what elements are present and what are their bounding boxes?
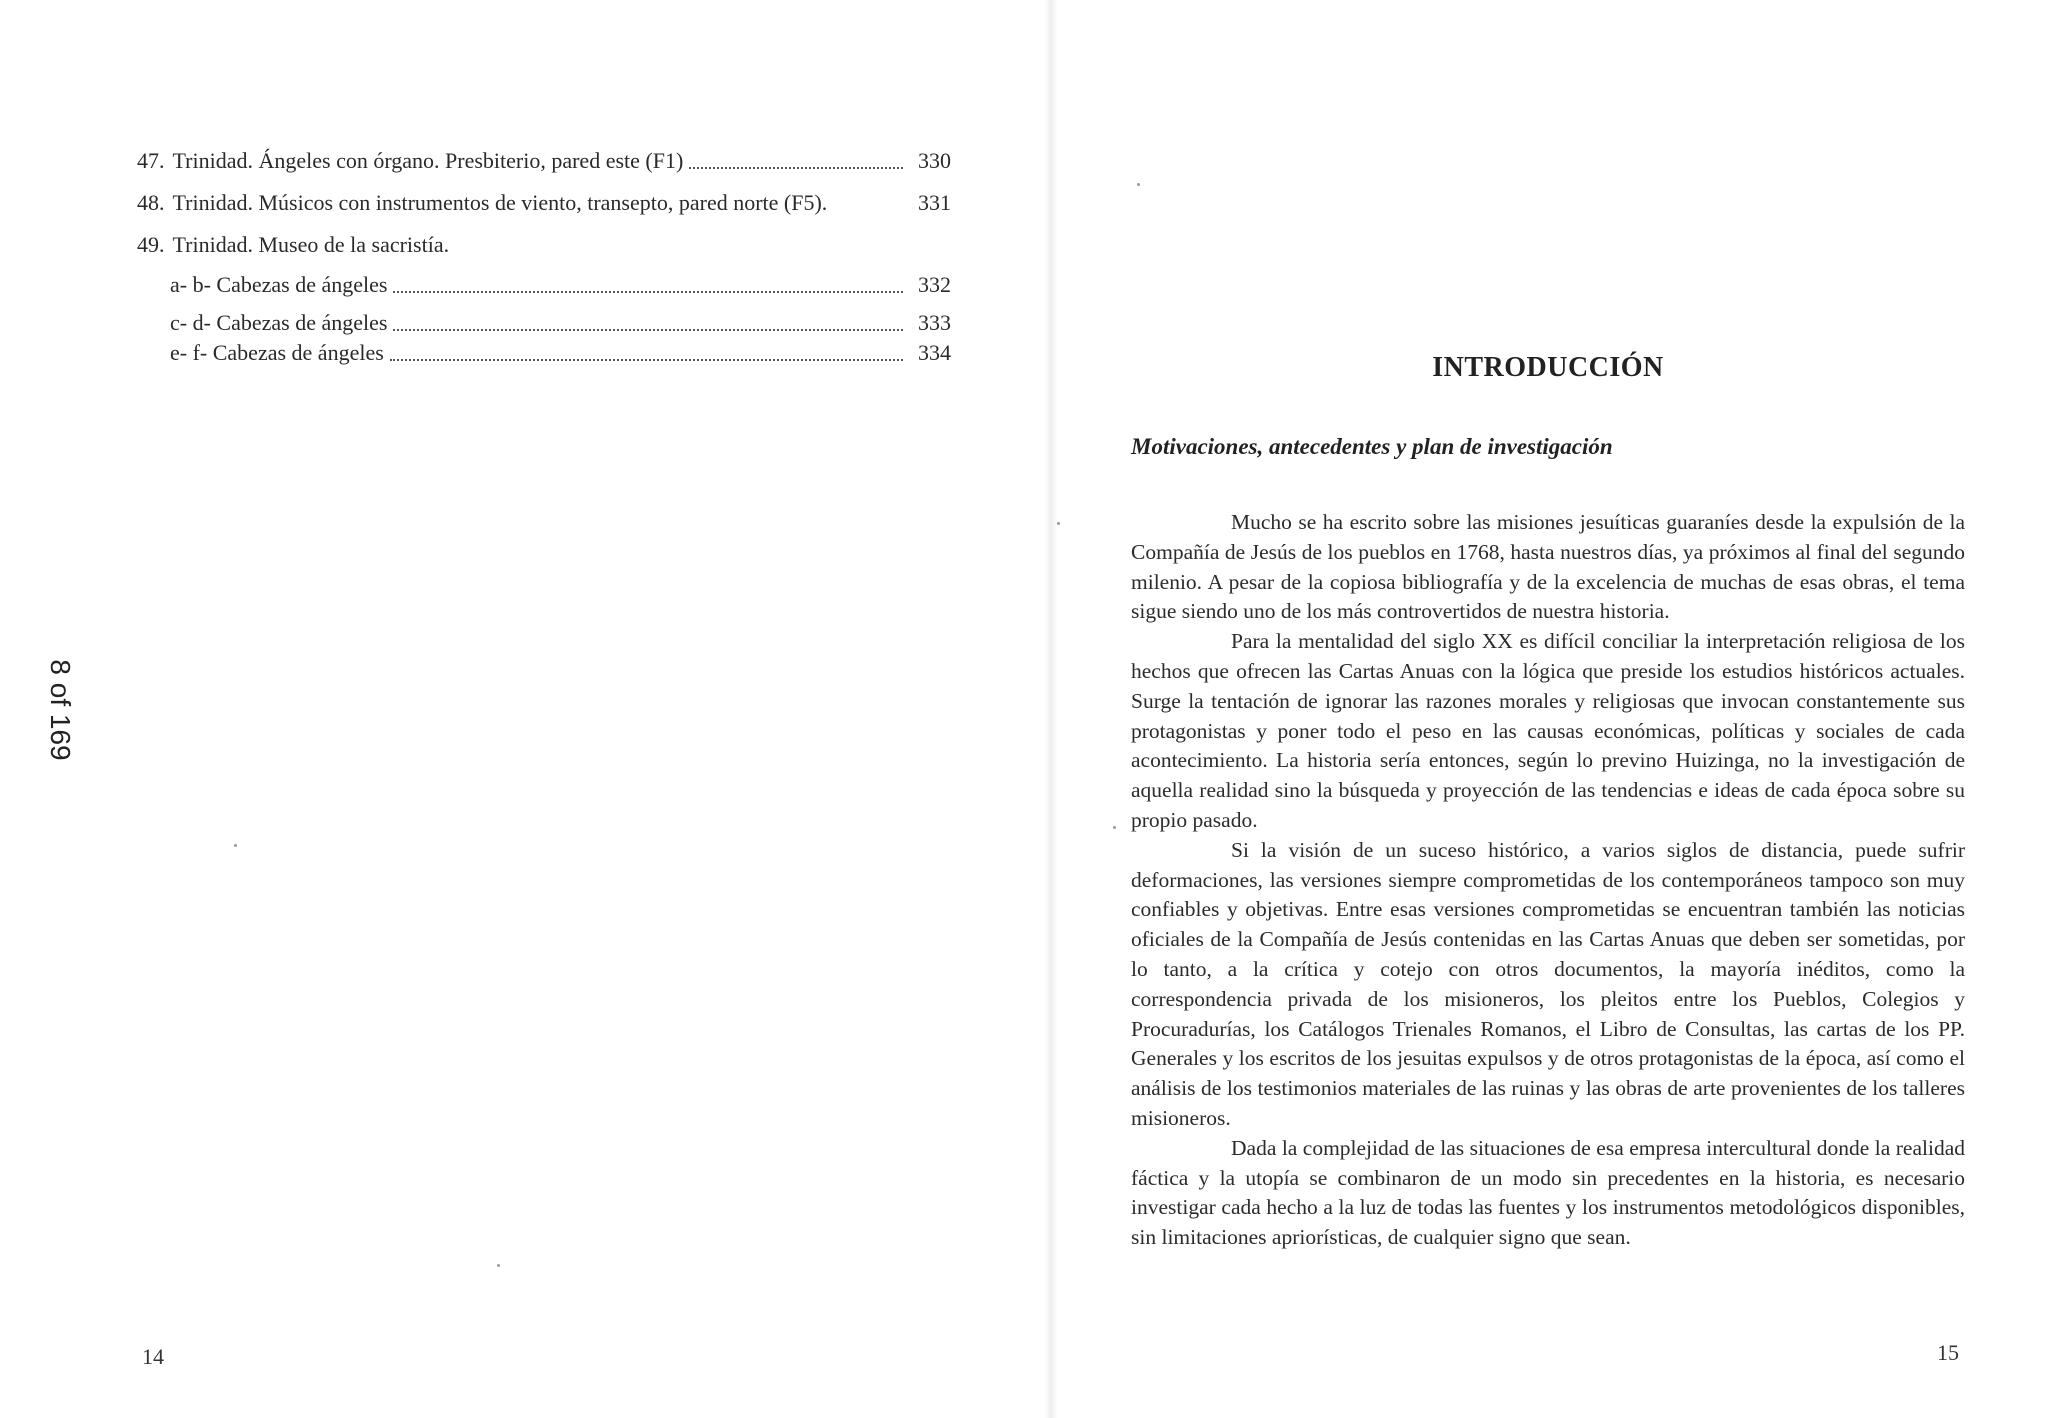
scan-speck [1113,826,1116,829]
toc-subentry-e-f [170,336,951,370]
toc-entry-number: 47. [137,148,165,173]
toc-leader-dots [393,291,903,293]
toc-subentry-title: e- f- Cabezas de ángeles [170,340,384,365]
toc-entry-title: Trinidad. Ángeles con órgano. Presbiterio, pared este (F1) [172,148,684,173]
toc-subentry-c-d [170,306,951,340]
book-gutter [1044,0,1058,1418]
toc-entry-page: 330 [918,148,951,173]
toc-leader-dots [393,329,903,331]
toc-subentry-title: a- b- Cabezas de ángeles [170,272,388,297]
toc-entry-number: 49. [137,232,165,257]
toc-entry-number: 48. [137,190,165,215]
paragraph: Mucho se ha escrito sobre las misiones jesuíticas guaraníes desde la expulsión de la Compañía de Jesús de los pueblos en 1768, hasta nuestros días, ya próximos al final del segundo milenio. A pesar de la copiosa bibliografía y de la excelencia de muchas de esas obras, el tema sigue siendo uno de los más controvertidos de nuestra historia. [1131,510,1965,624]
toc-subentry-page: 333 [918,310,951,335]
toc-leader-dots [390,359,903,361]
toc-entry-49 [137,228,951,262]
page-number-right: 15 [1937,1340,1959,1365]
body-text [1131,508,1965,1253]
paragraph: Dada la complejidad de las situaciones de esa empresa intercultural donde la realidad fáctica y la utopía se combinaron de un modo sin precedentes en la historia, es necesario investigar cada hecho a la luz de todas las fuentes y los instrumentos metodológicos disponibles, sin limitaciones apriorísticas, de cualquier signo que sean. [1131,1135,1965,1250]
paragraph: Para la mentalidad del siglo XX es difícil conciliar la interpretación religiosa de los hechos que ofrecen las Cartas Anuas con la lógica que preside los estudios históricos actuales. Surge la tentación de ignorar las razones morales y religiosas que invocan constantemente sus protagonistas y poner todo el peso en las causas económicas, políticas y sociales de cada acontecimiento. La historia sería entonces, según lo previno Huizinga, no la investigación de aquella realidad sino la búsqueda y proyección de las tendencias e ideas de cada época sobre su propio pasado. [1131,629,1965,832]
page-counter-label: 8 of 169 [45,659,76,761]
scan-speck [1137,183,1140,186]
toc-entry-48 [137,186,951,220]
toc-entry-title: Trinidad. Músicos con instrumentos de viento, transepto, pared norte (F5). [172,190,828,215]
toc-leader-dots [689,167,903,169]
section-heading: Motivaciones, antecedentes y plan de investigación [1131,434,1613,459]
toc-subentry-a-b [170,268,951,302]
toc-subentry-title: c- d- Cabezas de ángeles [170,310,388,335]
toc-subentry-page: 332 [918,272,951,297]
scan-speck [234,844,237,847]
toc-entry-47 [137,144,951,178]
toc-entry-page: 331 [918,190,951,215]
page-counter [30,650,90,770]
scan-speck [497,1264,500,1267]
page-number-left: 14 [142,1344,164,1369]
toc-subentry-page: 334 [918,340,951,365]
scan-speck [1057,522,1060,525]
chapter-title: INTRODUCCIÓN [1432,352,1664,383]
toc-entry-title: Trinidad. Museo de la sacristía. [172,232,450,257]
paragraph: Si la visión de un suceso histórico, a varios siglos de distancia, puede sufrir deformaciones, las versiones siempre comprometidas de los contemporáneos tampoco son muy confiables y objetivas. Entre esas versiones comprometidas se encuentran también las noticias oficiales de la Compañía de Jesús contenidas en las Cartas Anuas que deben ser sometidas, por lo tanto, a la crítica y cotejo con otros documentos, la mayoría inéditos, como la correspondencia privada de los misioneros, los pleitos entre los Pueblos, Colegios y Procuradurías, los Catálogos Trienales Romanos, el Libro de Consultas, las cartas de los PP. Generales y los escritos de los jesuitas expulsos y de otros protagonistas de la época, así como el análisis de los testimonios materiales de las ruinas y las obras de arte provenientes de los talleres misioneros. [1131,837,1965,1130]
